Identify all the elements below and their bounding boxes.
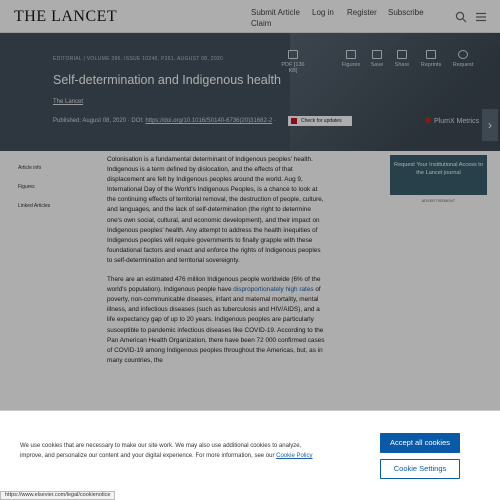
plumx-metrics-link[interactable]: PlumX Metrics bbox=[425, 117, 479, 125]
nav-register[interactable]: Register bbox=[347, 8, 377, 17]
nav-article-info[interactable]: Article info bbox=[18, 165, 42, 171]
disproportionately-high-rates-link[interactable]: disproportionately high rates bbox=[233, 286, 314, 294]
doi-link[interactable]: https://doi.org/10.1016/S0140-6736(20)31682-2 bbox=[145, 118, 273, 124]
advertisement-label: ADVERTISEMENT bbox=[421, 199, 456, 203]
nav-subscribe[interactable]: Subscribe bbox=[388, 8, 424, 17]
paragraph-2: There are an estimated 476 million Indigenous people worldwide (6% of the world's population). Indigenous people have disproportionately high rates of poverty, non-communicable diseases, infant and maternal mortality, mental illness, and infectious diseases (such as tuberculosis and HIV/AIDS), and a life expectancy gap of up to 20 years. Indigenous peoples are particularly susceptible to pandemic infectious diseases like COVID-19. According to the Pan American Health Organization, there have been 72 000 confirmed cases of COVID-19 among Indigenous peoples throughout the Americas, but, as in many countries, the bbox=[107, 276, 325, 364]
doi-label: DOI: bbox=[131, 118, 144, 124]
cookie-banner bbox=[0, 410, 500, 500]
article-meta: EDITORIAL | VOLUME 396, ISSUE 10248, P361, AUGUST 08, 2020 bbox=[53, 56, 224, 62]
paragraph-1: Colonisation is a fundamental determinant of Indigenous peoples' health. Indigenous is a term defined by dislocation, and the effects of that displacement are felt by Indigenous peoples around the world. Aug 9, International Day of the World's Indigenous Peoples, is a chance to look at the continuing effects of territorial removal, the destruction of people, culture, and languages, and the lack of self-determination (the right to determine one's own social, cultural, and economic development), and their impact on Indigenous peoples' health. Any attempt to address the health inequities of Indigenous peoples will require governments to finally grapple with these foundational factors and enact and enforce the rights of Indigenous peoples to self-determination and territorial sovereignty. bbox=[107, 156, 324, 264]
pdf-button[interactable]: PDF [136 KB] bbox=[278, 50, 308, 74]
request-button[interactable]: Request bbox=[448, 50, 478, 68]
nav-submit-article[interactable]: Submit Article Claim bbox=[251, 8, 300, 28]
check-for-updates-button[interactable]: Check for updates bbox=[288, 116, 352, 126]
accept-all-cookies-button[interactable]: Accept all cookies bbox=[380, 433, 460, 453]
site-logo[interactable]: THE LANCET bbox=[14, 8, 118, 25]
article-title: Self-determination and Indigenous health bbox=[53, 73, 281, 87]
save-button[interactable]: Save bbox=[362, 50, 392, 68]
chevron-right-icon: › bbox=[488, 118, 492, 132]
nav-log-in[interactable]: Log in bbox=[312, 8, 334, 17]
cookie-notice-text: We use cookies that are necessary to make our site work. We may also use additional cookies to analyze, improve, and personalize our content and your digital experience. For more information, see our Cookie Policy bbox=[20, 443, 313, 459]
cookie-policy-link[interactable]: Cookie Policy bbox=[276, 453, 313, 459]
institutional-access-ad[interactable]: Request Your Institutional Access to the Lancet journal bbox=[390, 155, 487, 195]
cookie-settings-button[interactable]: Cookie Settings bbox=[380, 459, 460, 479]
reprints-button[interactable]: Reprints bbox=[416, 50, 446, 68]
nav-linked-articles[interactable]: Linked Articles bbox=[18, 203, 51, 209]
status-bar-url: https://www.elsevier.com/legal/cookienotice bbox=[0, 491, 115, 500]
article-author[interactable]: The Lancet bbox=[53, 99, 84, 105]
nav-figures[interactable]: Figures bbox=[18, 184, 35, 190]
published-date: Published: August 08, 2020 bbox=[53, 118, 127, 124]
figures-button[interactable]: Figures bbox=[336, 50, 366, 68]
share-button[interactable]: Share bbox=[387, 50, 417, 68]
publication-info: Published: August 08, 2020 · DOI: https://doi.org/10.1016/S0140-6736(20)31682-2 · bbox=[53, 118, 276, 124]
